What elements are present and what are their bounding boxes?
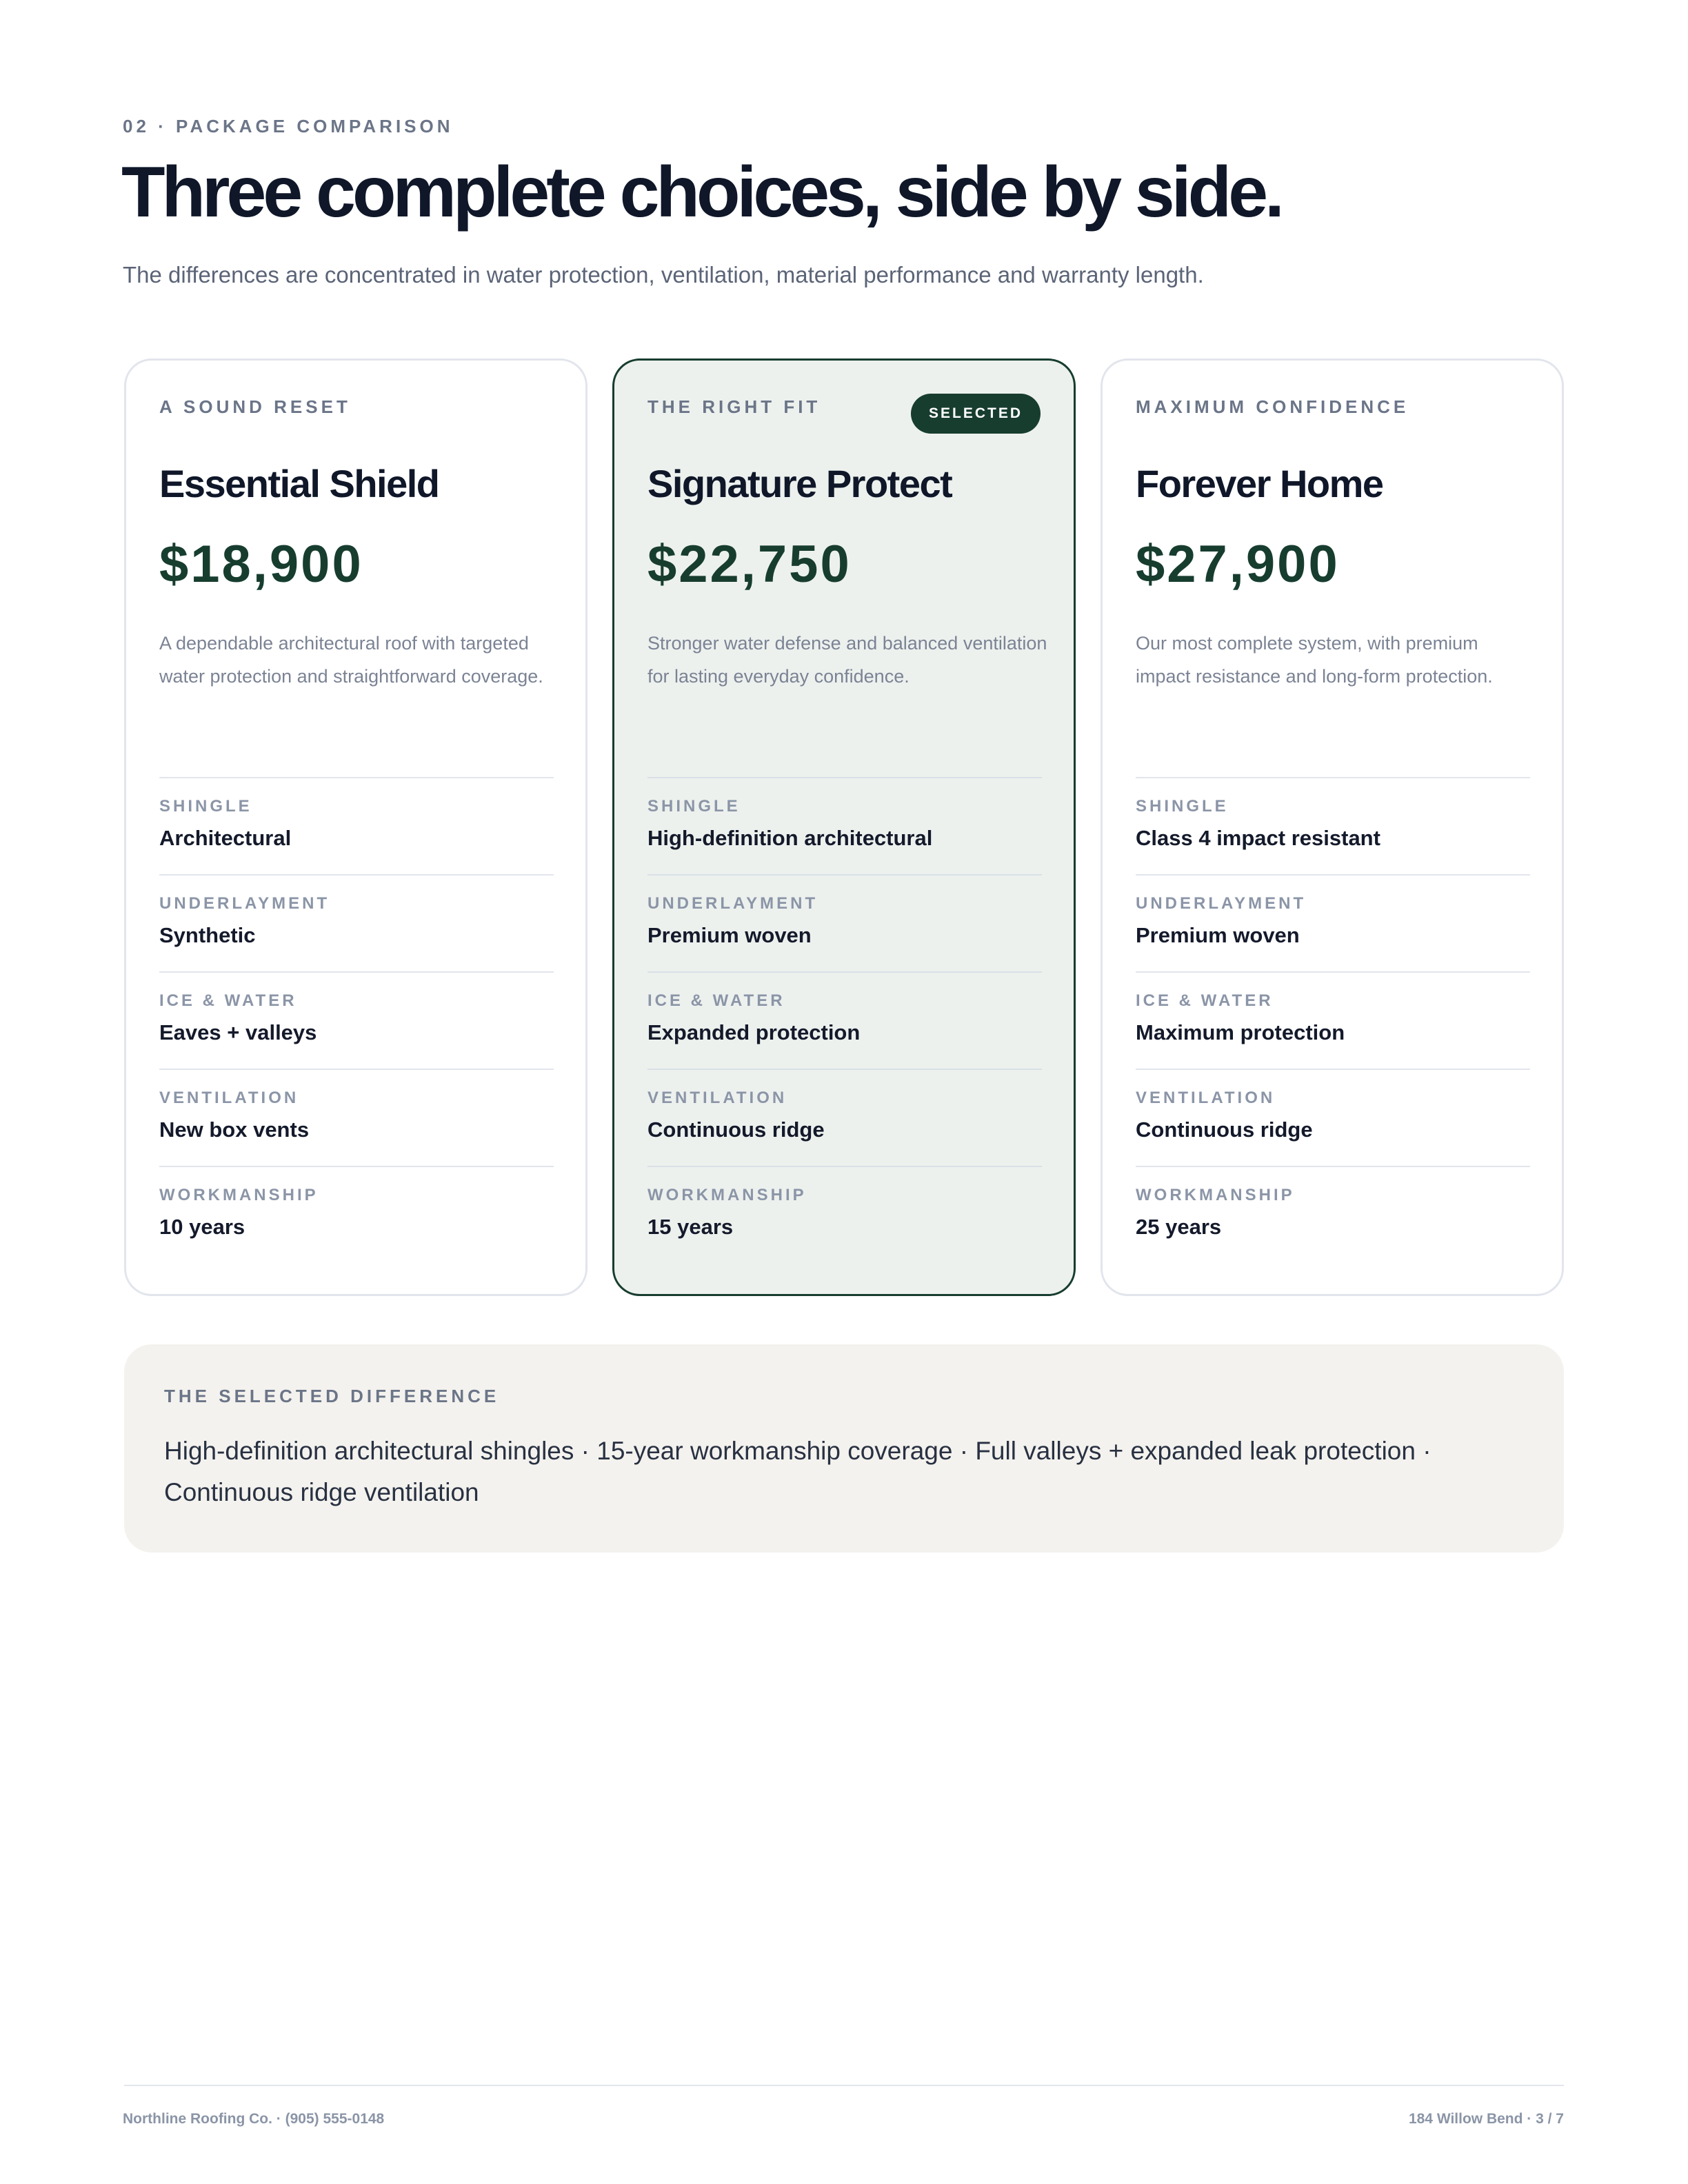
- package-tag: THE RIGHT FIT: [647, 396, 821, 417]
- spec-label: SHINGLE: [647, 797, 741, 816]
- page-title: Three complete choices, side by side.: [121, 152, 1281, 232]
- spec-row: [159, 1069, 554, 1166]
- spec-label: UNDERLAYMENT: [159, 894, 330, 913]
- selected-badge: SELECTED: [911, 394, 1041, 434]
- spec-row: [647, 971, 1042, 1069]
- spec-label: VENTILATION: [647, 1089, 787, 1107]
- selected-difference-panel: [124, 1344, 1564, 1553]
- spec-label: VENTILATION: [1136, 1089, 1276, 1107]
- spec-value: 25 years: [1136, 1215, 1222, 1239]
- spec-row: [1136, 777, 1530, 874]
- spec-value: 10 years: [159, 1215, 245, 1239]
- spec-label: WORKMANSHIP: [647, 1186, 807, 1204]
- package-description: Stronger water defense and balanced ventilation for lasting everyday confidence.: [647, 633, 1047, 687]
- spec-row: [647, 1166, 1042, 1263]
- spec-value: 15 years: [647, 1215, 734, 1239]
- spec-value: Synthetic: [159, 923, 256, 947]
- package-description: Our most complete system, with premium impact resistance and long-form protection.: [1136, 633, 1493, 687]
- spec-label: ICE & WATER: [159, 991, 297, 1010]
- selected-difference-text: High-definition architectural shingles · 15-year workmanship coverage · Full valleys + expanded leak protection · Continuous ridge ventilation: [164, 1437, 1431, 1506]
- spec-value: Expanded protection: [647, 1020, 861, 1044]
- package-price: $22,750: [647, 535, 852, 594]
- footer-company: Northline Roofing Co. · (905) 555-0148: [123, 2111, 385, 2127]
- spec-label: VENTILATION: [159, 1089, 299, 1107]
- spec-value: New box vents: [159, 1118, 310, 1142]
- spec-row: [1136, 971, 1530, 1069]
- spec-row: [1136, 874, 1530, 971]
- spec-row: [1136, 1069, 1530, 1166]
- spec-row: [159, 1166, 554, 1263]
- spec-row: [647, 777, 1042, 874]
- spec-label: ICE & WATER: [647, 991, 785, 1010]
- spec-row: [647, 1069, 1042, 1166]
- package-price: $27,900: [1136, 535, 1340, 594]
- spec-value: Eaves + valleys: [159, 1020, 317, 1044]
- package-price: $18,900: [159, 535, 363, 594]
- package-card-signature-protect[interactable]: [612, 358, 1076, 1296]
- package-card-forever-home[interactable]: [1101, 358, 1564, 1296]
- spec-list: [159, 777, 554, 1263]
- package-name: Signature Protect: [647, 462, 952, 505]
- footer-divider: [124, 2085, 1564, 2086]
- spec-value: High-definition architectural: [647, 826, 933, 850]
- spec-label: WORKMANSHIP: [1136, 1186, 1295, 1204]
- spec-row: [159, 971, 554, 1069]
- spec-value: Class 4 impact resistant: [1136, 826, 1380, 850]
- spec-list: [647, 777, 1042, 1263]
- spec-label: SHINGLE: [159, 797, 252, 816]
- package-tag: MAXIMUM CONFIDENCE: [1136, 396, 1409, 417]
- spec-label: WORKMANSHIP: [159, 1186, 319, 1204]
- spec-value: Continuous ridge: [1136, 1118, 1313, 1142]
- package-name: Forever Home: [1136, 462, 1383, 505]
- spec-label: SHINGLE: [1136, 797, 1229, 816]
- spec-value: Continuous ridge: [647, 1118, 825, 1142]
- package-description: A dependable architectural roof with targeted water protection and straightforward coverage.: [159, 633, 543, 687]
- spec-row: [159, 777, 554, 874]
- package-cards: [124, 358, 1564, 1296]
- spec-label: UNDERLAYMENT: [1136, 894, 1307, 913]
- page-subtitle: The differences are concentrated in water protection, ventilation, material performance and warranty length.: [123, 262, 1204, 287]
- spec-row: [159, 874, 554, 971]
- selected-difference-label: THE SELECTED DIFFERENCE: [164, 1386, 500, 1406]
- package-tag: A SOUND RESET: [159, 396, 351, 417]
- spec-value: Maximum protection: [1136, 1020, 1345, 1044]
- spec-label: ICE & WATER: [1136, 991, 1274, 1010]
- spec-value: Architectural: [159, 826, 292, 850]
- footer-page-info: 184 Willow Bend · 3 / 7: [1408, 2111, 1564, 2127]
- section-eyebrow: 02 · PACKAGE COMPARISON: [123, 116, 454, 136]
- spec-row: [647, 874, 1042, 971]
- spec-row: [1136, 1166, 1530, 1263]
- spec-label: UNDERLAYMENT: [647, 894, 818, 913]
- package-name: Essential Shield: [159, 462, 439, 505]
- spec-value: Premium woven: [647, 923, 812, 947]
- package-card-essential-shield[interactable]: [124, 358, 587, 1296]
- spec-value: Premium woven: [1136, 923, 1300, 947]
- spec-list: [1136, 777, 1530, 1263]
